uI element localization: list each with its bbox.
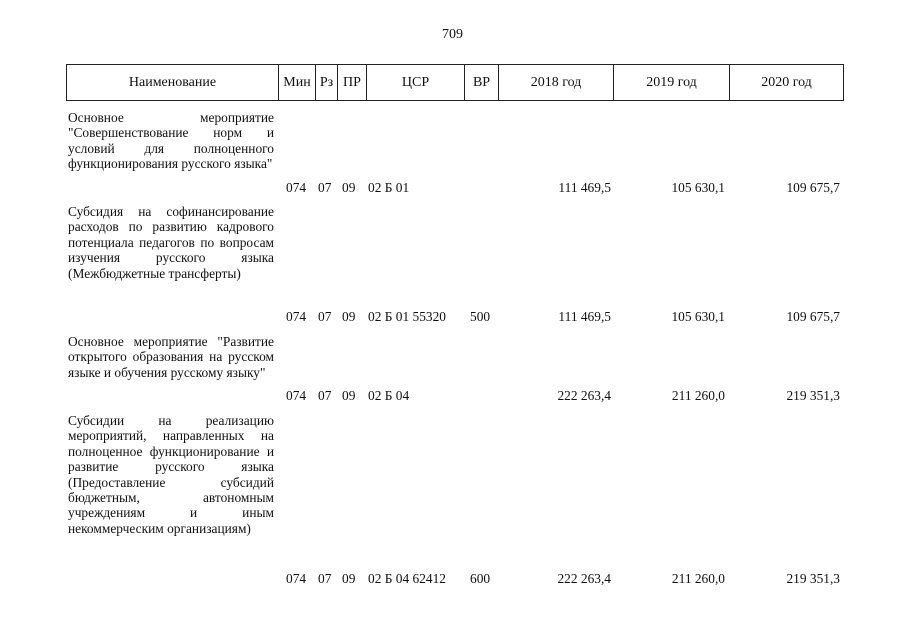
row-rz: 07	[318, 180, 332, 195]
col-header-name: Наименование	[128, 75, 217, 90]
row-2019: 105 630,1	[671, 309, 725, 324]
row-2020: 219 351,3	[786, 571, 840, 586]
row-2020: 219 351,3	[786, 388, 840, 403]
row-pr: 09	[342, 309, 356, 324]
row-rz: 07	[318, 309, 332, 324]
row-2019: 105 630,1	[671, 180, 725, 195]
table-header	[66, 64, 844, 101]
page-number: 709	[442, 27, 463, 42]
row-min: 074	[286, 180, 307, 195]
row-rz: 07	[318, 388, 332, 403]
row-2020: 109 675,7	[786, 180, 840, 195]
row-name: Основное мероприятие "Совершенствование норм и условий для полноценного функционирования русского языка"	[68, 110, 274, 172]
row-pr: 09	[342, 571, 356, 586]
col-header-2020: 2020 год	[729, 65, 843, 100]
row-csr: 02 Б 04 62412	[368, 571, 446, 586]
col-header-pr: ПР	[337, 65, 366, 100]
row-pr: 09	[342, 388, 356, 403]
row-name: Основное мероприятие "Развитие открытого образования на русском языке и обучения русскому языку"	[68, 334, 274, 380]
row-min: 074	[286, 309, 307, 324]
row-2018: 111 469,5	[558, 309, 611, 324]
col-header-rz: Рз	[315, 65, 337, 100]
row-2019: 211 260,0	[671, 571, 725, 586]
row-pr: 09	[342, 180, 356, 195]
row-vr: 600	[470, 571, 491, 586]
row-2018: 111 469,5	[558, 180, 611, 195]
row-csr: 02 Б 04	[368, 388, 410, 403]
col-header-vr: ВР	[464, 65, 498, 100]
row-2018: 222 263,4	[557, 571, 611, 586]
row-2019: 211 260,0	[671, 388, 725, 403]
row-csr: 02 Б 01	[368, 180, 410, 195]
row-csr: 02 Б 01 55320	[368, 309, 446, 324]
row-min: 074	[286, 388, 307, 403]
row-name: Субсидия на софинансирование расходов по развитию кадрового потенциала педагогов по вопросам изучения русского языка (Межбюджетные трансферты)	[68, 204, 274, 281]
row-2018: 222 263,4	[557, 388, 611, 403]
col-header-csr: ЦСР	[366, 65, 464, 100]
row-2020: 109 675,7	[786, 309, 840, 324]
row-vr: 500	[470, 309, 491, 324]
col-header-2019: 2019 год	[613, 65, 729, 100]
row-min: 074	[286, 571, 307, 586]
col-header-min: Мин	[278, 65, 315, 100]
col-header-2018: 2018 год	[498, 65, 613, 100]
row-name: Субсидии на реализацию мероприятий, направленных на полноценное функционирование и развитие русского языка (Предоставление субсидий бюджетным, автономным учреждениям и иным некоммерческим организациям)	[68, 413, 274, 536]
row-rz: 07	[318, 571, 332, 586]
